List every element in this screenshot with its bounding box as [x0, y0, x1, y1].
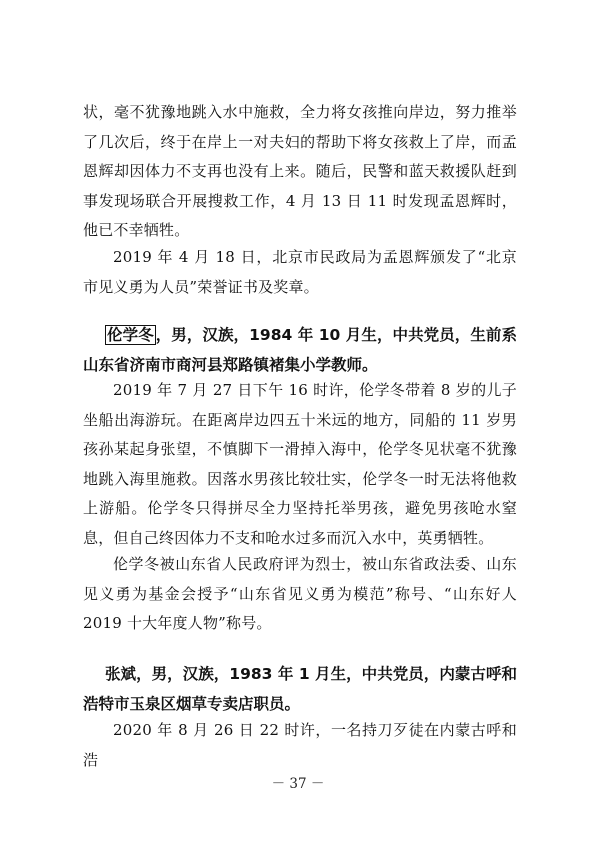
paragraph-meng-enhui-honor: 2019 年 4 月 18 日，北京市民政局为孟恩辉颁发了“北京市见义勇为人员”荣誉证书及奖章。 — [83, 248, 517, 296]
section-heading-lun-xuedong — [83, 320, 517, 380]
paragraph-zhang-bin-story: 2020 年 8 月 26 日 22 时许，一名持刀歹徒在内蒙古呼和浩 — [83, 721, 517, 769]
paragraph-lun-xuedong-story: 2019 年 7 月 27 日下午 16 时许，伦学冬带着 8 岁的儿子坐船出海游玩。在距离岸边四五十米远的地方，同船的 11 岁男孩孙某起身张望，不慎脚下一滑掉入海中，伦学冬见状毫不犹豫地跳入海里施救。因落水男孩比较壮实，伦学冬一时无法将他救上游船。伦学冬只得拼尽全力坚持托举男孩，避免男孩呛水窒息，但自己终因体力不支和呛水过多而沉入水中，英勇牺牲。 — [83, 381, 517, 547]
page-number: － 37 － — [271, 776, 325, 792]
paragraph-lun-xuedong-honor: 伦学冬被山东省人民政府评为烈士，被山东省政法委、山东见义勇为基金会授予“山东省见义勇为模范”称号、“山东好人 2019 十大年度人物”称号。 — [83, 555, 517, 632]
section-heading-zhang-bin: 张斌，男，汉族，1983 年 1 月生，中共党员，内蒙古呼和浩特市玉泉区烟草专卖店职员。 — [83, 665, 517, 713]
highlighted-name-lun-xuedong: 伦学冬 — [107, 326, 154, 344]
section-heading-lun-xuedong-details: ，男，汉族，1984 年 10 月生，中共党员，生前系山东省济南市商河县郑路镇褚集小学教师。 — [83, 326, 517, 374]
paragraph-meng-enhui-continued: 状，毫不犹豫地跳入水中施救，全力将女孩推向岸边，努力推举了几次后，终于在岸上一对夫妇的帮助下将女孩救上了岸，而孟恩辉却因体力不支再也没有上来。随后，民警和蓝天救援队赶到事发现场联合开展搜救工作，4 月 13 日 11 时发现孟恩辉时，他已不幸牺牲。 — [83, 103, 517, 239]
